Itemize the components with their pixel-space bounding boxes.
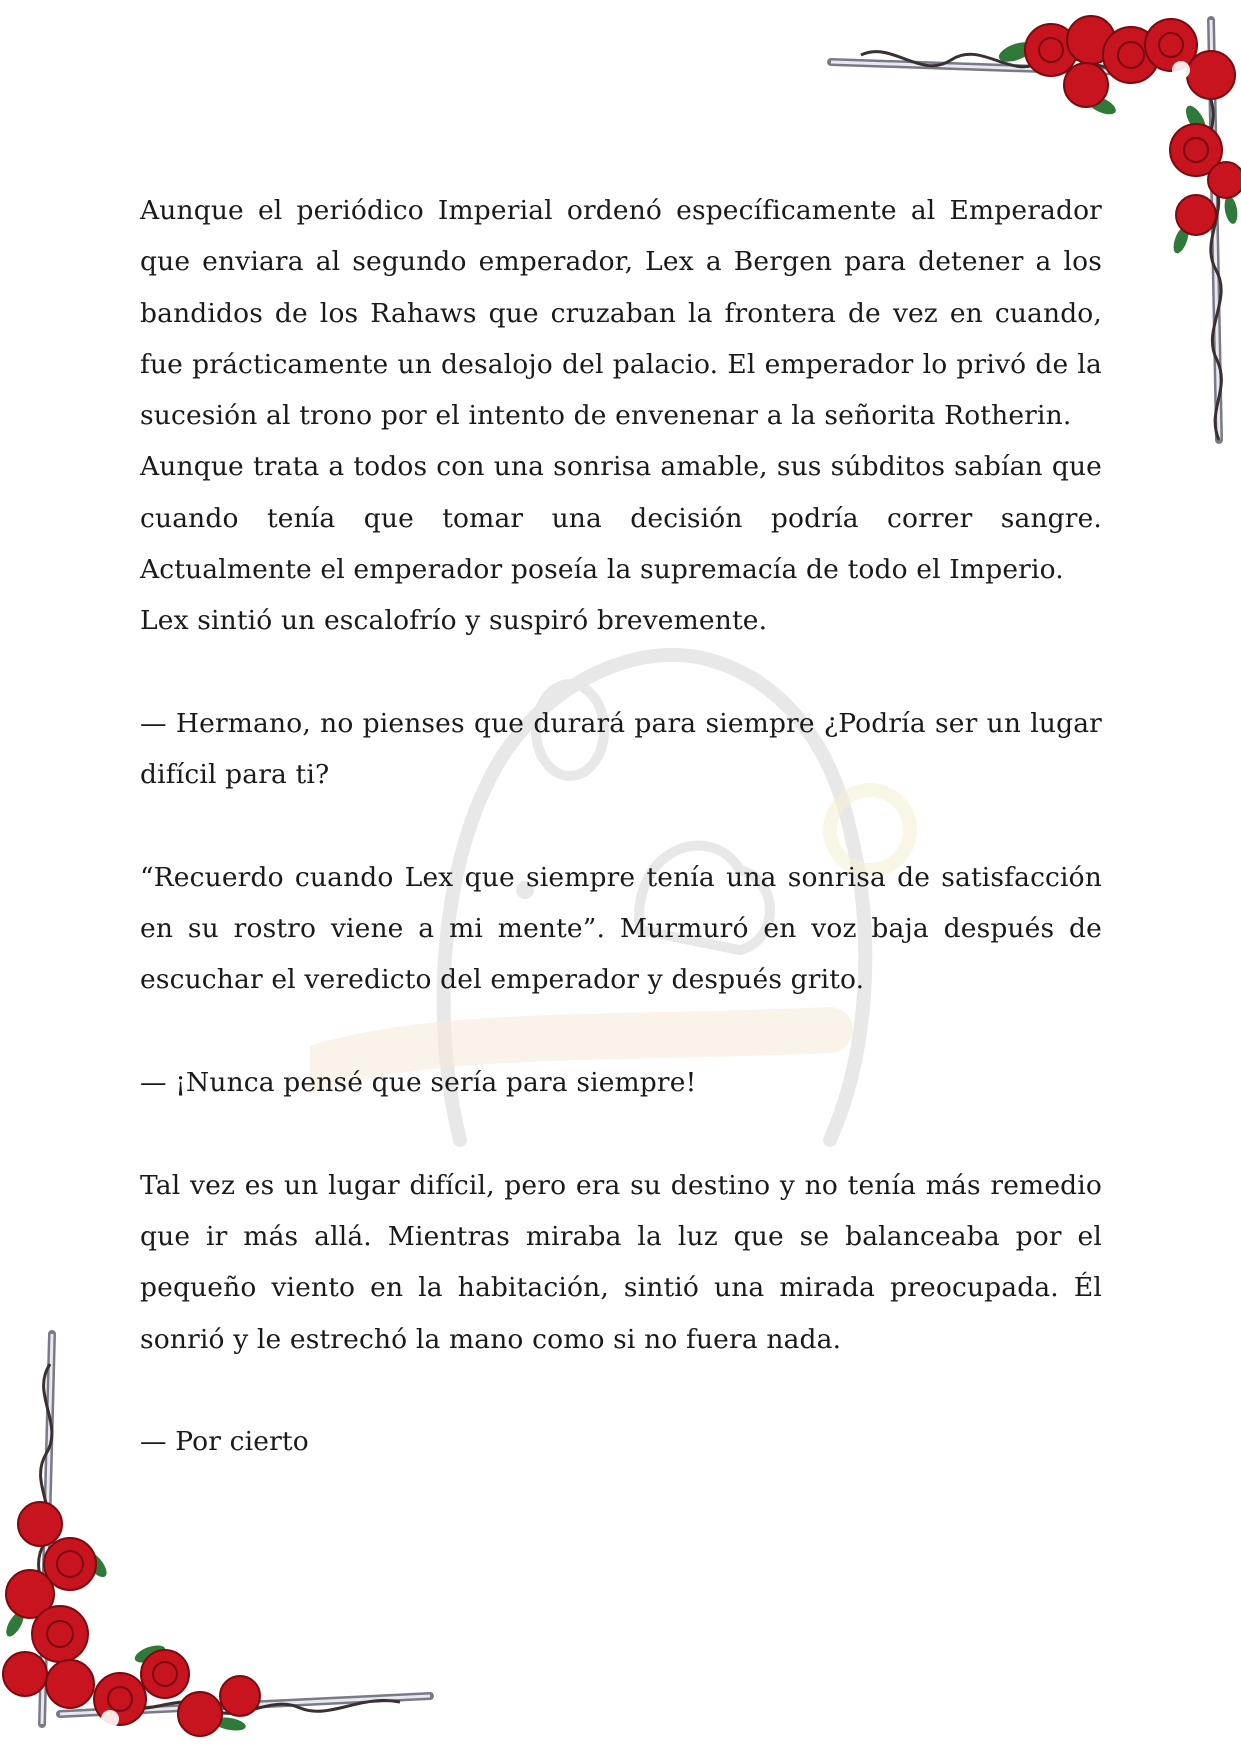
dialogue-line-1: — Hermano, no pienses que durará para siempre ¿Podría ser un lugar difícil para ti?	[140, 707, 1102, 791]
dialogue-line-2: — ¡Nunca pensé que sería para siempre!	[140, 1067, 697, 1099]
dialogue-line-3: — Por cierto	[140, 1426, 309, 1458]
paragraph-2: Aunque trata a todos con una sonrisa amable, sus súbditos sabían que cuando tenía que tomar una decisión podría correr sangre. Actualmente el emperador poseía la supremacía de todo el Imperio.	[140, 451, 1102, 586]
paragraph-3: Lex sintió un escalofrío y suspiró brevemente.	[140, 605, 768, 637]
paragraph-5: Tal vez es un lugar difícil, pero era su destino y no tenía más remedio que ir más allá. Mientras miraba la luz que se balanceaba por el pequeño viento en la habitación, sintió una mirada preocupada. Él sonrió y le estrechó la mano como si no fuera nada.	[140, 1169, 1102, 1355]
paragraph-1: Aunque el periódico Imperial ordenó específicamente al Emperador que enviara al segundo emperador, Lex a Bergen para detener a los bandidos de los Rahaws que cruzaban la frontera de vez en cuando, fue prácticamente un desalojo del palacio. El emperador lo privó de la sucesión al trono por el intento de envenenar a la señorita Rotherin.	[140, 195, 1102, 432]
paragraph-4: “Recuerdo cuando Lex que siempre tenía una sonrisa de satisfacción en su rostro viene a mi mente”. Murmuró en voz baja después de escuchar el veredicto del emperador y después grito.	[140, 861, 1102, 996]
body-text	[140, 185, 1102, 1467]
